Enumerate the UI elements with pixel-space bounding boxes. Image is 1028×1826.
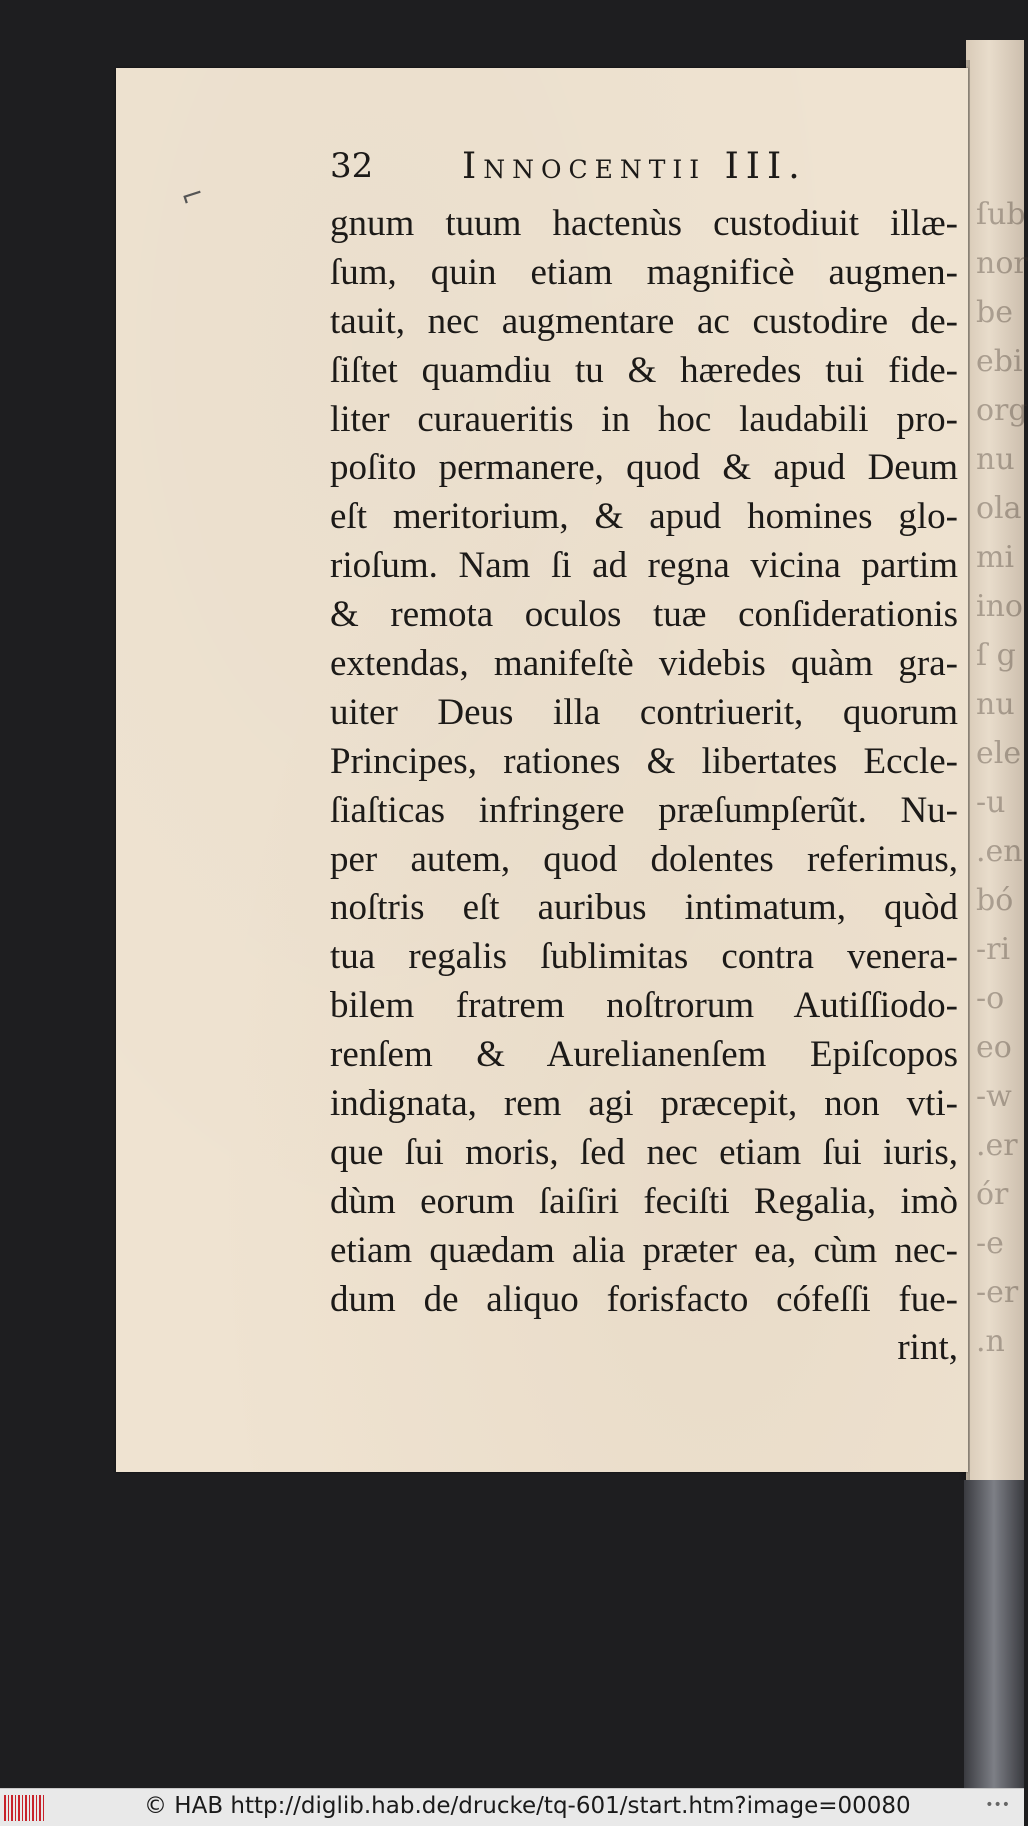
text-line: tua regalis ſublimitas contra venera- bbox=[330, 936, 958, 978]
viewer-footer bbox=[0, 1788, 1024, 1826]
text-line: gnum tuum hactenùs custodiuit illæ- bbox=[330, 203, 958, 244]
text-line: bilem fratrem noſtrorum Autiſſiodo- bbox=[330, 985, 958, 1027]
text-line: ſum, quin etiam magnificè augmen- bbox=[330, 251, 958, 293]
text-line: ſiſtet quamdiu tu & hæredes tui fide- bbox=[330, 349, 958, 391]
text-line: liter curaueritis in hoc laudabili pro- bbox=[330, 398, 958, 440]
running-title: Innocentii III. bbox=[462, 146, 807, 187]
text-line: uiter Deus illa contriuerit, quorum bbox=[330, 691, 958, 733]
page-header bbox=[330, 146, 930, 196]
text-line: dum de aliquo forisfacto cófeſſi fue- bbox=[330, 1278, 958, 1320]
text-line: & remota oculos tuæ conſiderationis bbox=[330, 594, 958, 636]
text-line: etiam quædam alia præter ea, cùm nec- bbox=[330, 1229, 958, 1271]
text-line: rioſum. Nam ſi ad regna vicina partim bbox=[330, 545, 958, 587]
text-line: noſtris eſt auribus intimatum, quòd bbox=[330, 887, 958, 929]
text-line: extendas, manifeſtè videbis quàm gra- bbox=[330, 643, 958, 685]
text-line: eſt meritorium, & apud homines glo- bbox=[330, 496, 958, 538]
text-line: renſem & Aurelianenſem Epiſcopos bbox=[330, 1034, 958, 1076]
text-line: poſito permanere, quod & apud Deum bbox=[330, 447, 958, 489]
body-text bbox=[330, 200, 958, 1373]
barcode-logo-icon bbox=[4, 1795, 44, 1821]
pencil-mark-icon: ⌐ bbox=[176, 176, 209, 215]
text-line: Principes, rationes & libertates Eccle- bbox=[330, 740, 958, 782]
text-line: dùm eorum ſaiſiri feciſti Regalia, imò bbox=[330, 1180, 958, 1222]
page-number: 32 bbox=[330, 146, 374, 186]
text-line: ſiaſticas infringere præſumpſerũt. Nu- bbox=[330, 789, 958, 831]
text-line: que ſui moris, ſed nec etiam ſui iuris, bbox=[330, 1131, 958, 1173]
book-spine-strip bbox=[964, 1480, 1024, 1788]
facing-page-bleed-text: ſub nor be ebi org nu ola mi ino ſ g nu ele -u .en bó -ri -o eo -w .er ór -e -er .n bbox=[976, 197, 1028, 1359]
text-line: indignata, rem agi præcepit, non vti- bbox=[330, 1083, 958, 1125]
text-line: tauit, nec augmentare ac custodire de- bbox=[330, 300, 958, 342]
text-line: per autem, quod dolentes referimus, bbox=[330, 838, 958, 880]
copyright-link[interactable]: © HAB http://diglib.hab.de/drucke/tq-601/start.htm?image=00080 bbox=[144, 1793, 911, 1819]
catchword: rint, bbox=[897, 1327, 958, 1369]
more-options-icon[interactable]: ••• bbox=[985, 1797, 1010, 1813]
